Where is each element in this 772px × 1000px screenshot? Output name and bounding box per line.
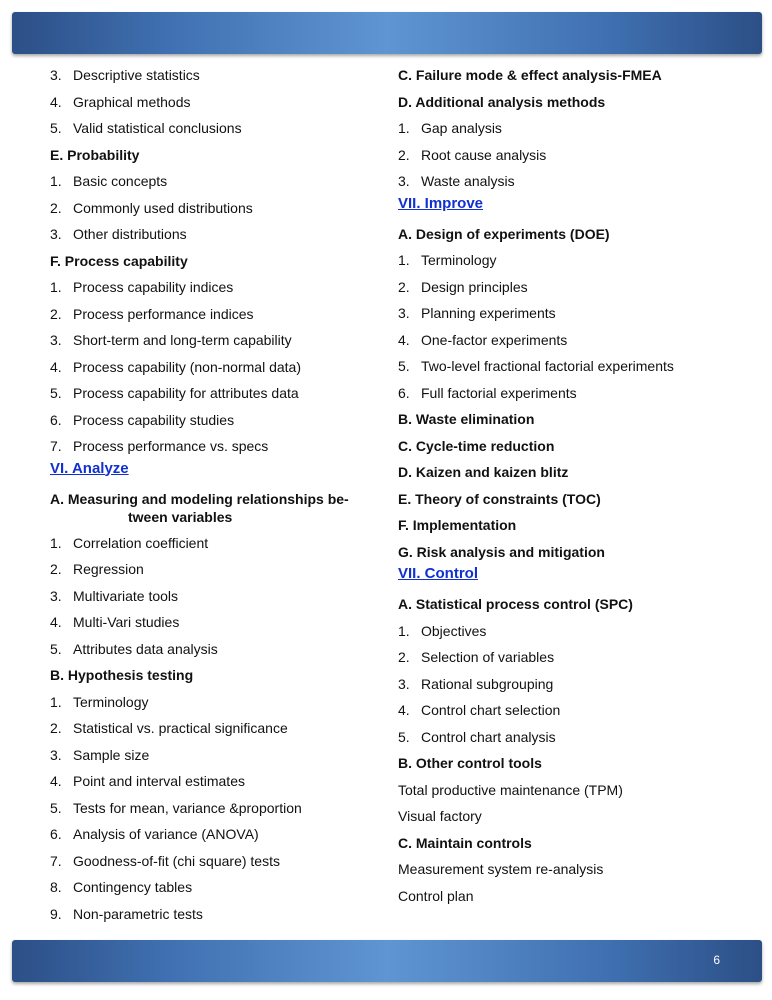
outline-item [50,821,360,848]
item-number: 5. [50,640,62,657]
outline-item [50,327,360,354]
outline-item [50,874,360,901]
subsection-heading: D. Additional analysis methods [398,93,606,110]
item-text: Planning experiments [421,305,556,321]
outline-item [50,433,360,460]
plain-item: Measurement system re-analysis [398,861,604,877]
subsection-heading: E. Theory of constraints (TOC) [398,490,601,507]
item-number: 7. [50,438,62,454]
item-text: Analysis of variance (ANOVA) [73,826,259,842]
outline-item [398,618,748,645]
subsection-heading: E. Probability [50,146,140,163]
header-band [12,12,762,54]
outline-item [50,274,360,301]
section-heading: VI. Analyze [50,459,129,477]
outline-item [398,644,748,671]
outline-item [50,168,360,195]
item-number: 3. [398,305,410,321]
item-number: 1. [50,534,62,551]
item-number: 9. [50,905,62,922]
subsection-heading: C. Cycle-time reduction [398,437,555,454]
item-text: Regression [73,561,144,577]
item-text: Control chart selection [421,702,561,718]
item-number: 3. [50,226,62,242]
item-text: One-factor experiments [421,331,568,348]
item-number: 4. [398,702,410,718]
outline-item [398,697,748,724]
item-number: 4. [50,93,62,110]
item-text: Two-level fractional factorial experiments [421,358,674,374]
subsection-heading: C. Failure mode & effect analysis-FMEA [398,67,662,83]
subsection-heading: B. Waste elimination [398,411,535,427]
page-number: 6 [713,953,720,967]
right-column [398,62,748,909]
subsection-heading: A. Design of experiments (DOE) [398,225,610,242]
outline-item [50,901,360,928]
item-text: Process capability studies [73,411,235,428]
subsection-heading: F. Implementation [398,517,517,533]
item-number: 3. [50,746,62,763]
subsection-heading: C. Maintain controls [398,834,532,851]
item-number: 2. [50,199,62,216]
item-number: 6. [398,384,410,401]
item-text: Full factorial experiments [421,384,577,401]
outline-item [398,380,748,407]
outline-item [398,115,748,142]
outline-item [50,407,360,434]
item-number: 6. [50,411,62,428]
item-text: Control chart analysis [421,728,556,745]
item-number: 2. [398,146,410,163]
item-number: 2. [50,561,62,577]
item-text: Rational subgrouping [421,675,554,692]
item-number: 1. [398,622,410,639]
outline-item [398,353,748,380]
plain-item: Total productive maintenance (TPM) [398,781,623,798]
item-text: Multivariate tools [73,587,179,604]
outline-item [398,300,748,327]
subsection-heading: F. Process capability [50,252,188,269]
item-text: Terminology [73,693,149,710]
item-number: 4. [398,331,410,348]
outline-item [50,848,360,875]
item-text: Process performance vs. specs [73,438,269,454]
outline-item [50,636,360,663]
footer-band [12,940,762,982]
outline-item [50,689,360,716]
outline-item [50,115,360,142]
item-text: Commonly used distributions [73,199,253,216]
item-number: 3. [50,332,62,348]
outline-item [398,247,748,274]
item-text: Goodness-of-fit (chi square) tests [73,852,280,869]
item-number: 1. [398,120,410,136]
outline-item [398,724,748,751]
item-text: Design principles [421,278,528,295]
item-number: 6. [50,826,62,842]
outline-item [50,742,360,769]
outline-item [50,768,360,795]
outline-item [50,301,360,328]
item-text: Point and interval estimates [73,773,245,789]
item-number: 1. [50,279,62,295]
item-number: 5. [50,385,62,401]
item-number: 1. [50,693,62,710]
subsection-heading: A. Statistical process control (SPC) [398,596,633,612]
item-text: Process performance indices [73,305,254,322]
item-text: Short-term and long-term capability [73,332,292,348]
plain-item: Control plan [398,887,474,904]
item-number: 5. [398,728,410,745]
outline-item [50,715,360,742]
outline-item [50,195,360,222]
outline-item [50,583,360,610]
item-number: 1. [398,252,410,268]
outline-item [50,609,360,636]
item-number: 2. [398,649,410,665]
outline-item [50,221,360,248]
outline-item [50,380,360,407]
subsection-heading: G. Risk analysis and mitigation [398,543,605,560]
item-number: 2. [50,305,62,322]
item-text: Selection of variables [421,649,555,665]
outline-item [398,274,748,301]
item-number: 5. [50,799,62,816]
item-text: Process capability for attributes data [73,385,299,401]
outline-item [50,89,360,116]
item-text: Valid statistical conclusions [73,120,242,136]
item-text: Objectives [421,622,487,639]
item-text: Root cause analysis [421,146,547,163]
item-number: 5. [50,120,62,136]
item-number: 3. [50,67,62,83]
item-number: 7. [50,852,62,869]
item-number: 3. [50,587,62,604]
outline-item [50,354,360,381]
item-text: Terminology [421,252,497,268]
item-number: 4. [50,773,62,789]
item-number: 1. [50,173,62,189]
item-number: 4. [50,358,62,375]
outline-item [50,530,360,557]
item-text: Basic concepts [73,173,168,189]
item-text: Graphical methods [73,93,191,110]
item-text: Process capability (non-normal data) [73,358,301,375]
outline-item [398,327,748,354]
outline-item [50,795,360,822]
subsection-heading: D. Kaizen and kaizen blitz [398,464,569,480]
item-text: Process capability indices [73,279,234,295]
item-number: 2. [50,720,62,736]
section-heading: VII. Control [398,565,478,582]
item-number: 3. [398,173,410,189]
item-text: Tests for mean, variance &proportion [73,799,302,816]
subsection-heading: B. Other control tools [398,755,542,771]
item-text: Gap analysis [421,120,502,136]
outline-item [398,671,748,698]
item-text: Sample size [73,746,150,763]
item-text: Multi-Vari studies [73,614,180,630]
outline-item [398,168,748,195]
item-text: Contingency tables [73,879,193,895]
item-number: 8. [50,879,62,895]
item-number: 5. [398,358,410,374]
item-text: Attributes data analysis [73,640,218,657]
item-number: 4. [50,614,62,630]
outline-item [50,556,360,583]
plain-item: Visual factory [398,808,482,824]
item-text: Waste analysis [421,173,515,189]
subsection-heading: B. Hypothesis testing [50,667,194,683]
item-text: Statistical vs. practical significance [73,720,288,736]
item-number: 2. [398,278,410,295]
item-text: Descriptive statistics [73,67,200,83]
item-text: Other distributions [73,226,187,242]
item-text: Non-parametric tests [73,905,203,922]
item-number: 3. [398,675,410,692]
left-column [50,62,360,927]
section-heading: VII. Improve [398,194,484,212]
outline-item [50,62,360,89]
item-text: Correlation coefficient [73,534,209,551]
subsection-heading: A. Measuring and modeling relationships be-tween variables [50,490,349,525]
outline-item [398,142,748,169]
